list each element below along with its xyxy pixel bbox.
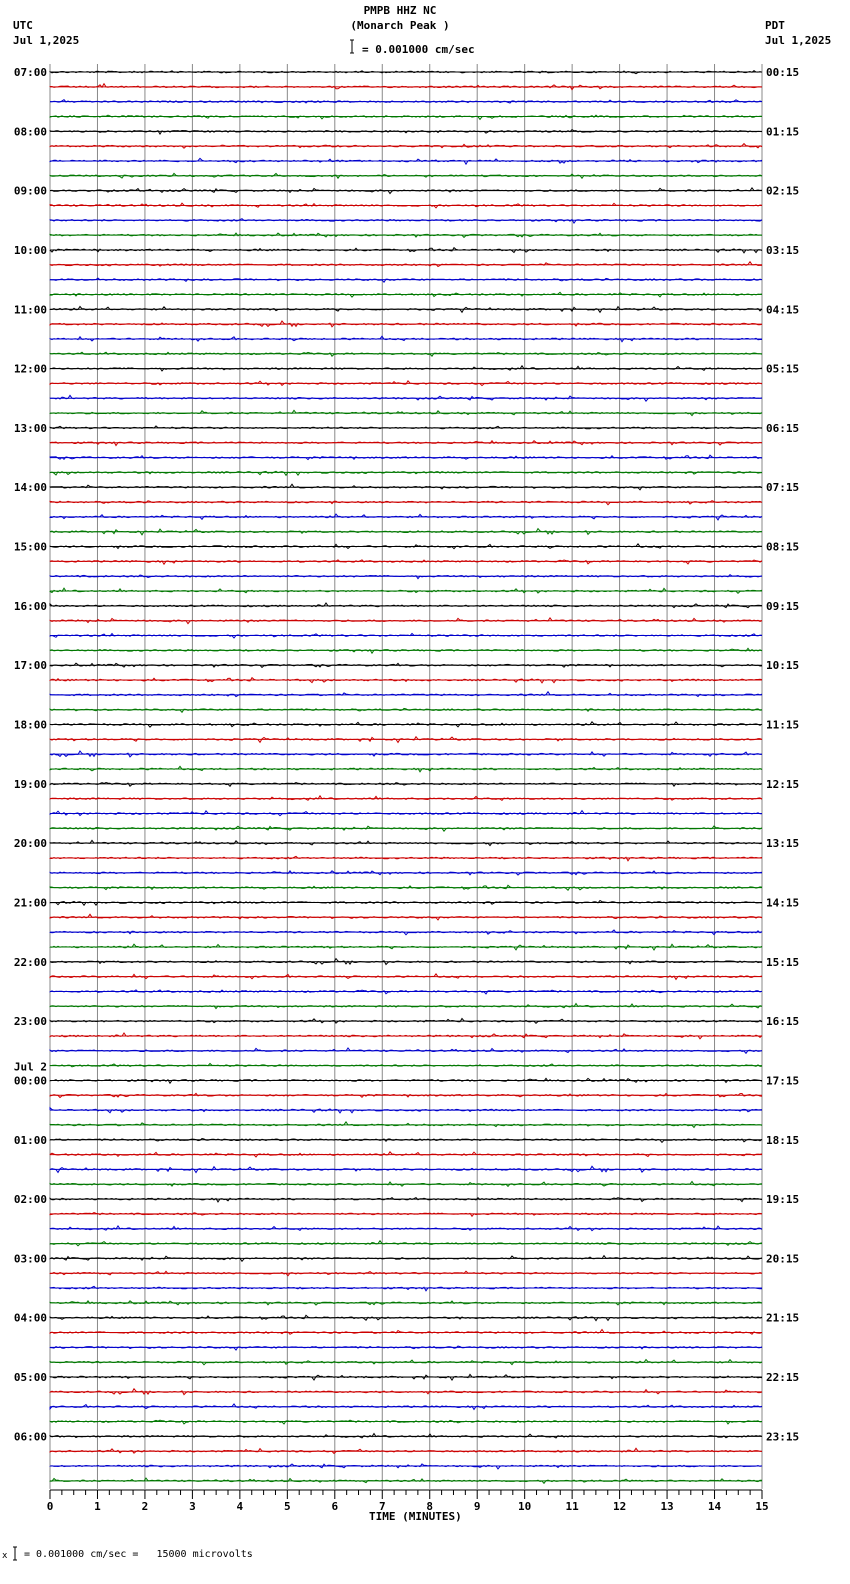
seismic-trace [50, 796, 762, 801]
date-change-label: Jul 2 [13, 1060, 47, 1074]
seismic-trace [50, 1213, 762, 1217]
pdt-hour-label: 23:15 [766, 1430, 800, 1444]
seismic-trace [50, 278, 762, 282]
x-tick-label: 15 [755, 1500, 769, 1513]
x-tick-label: 3 [189, 1500, 196, 1513]
pdt-hour-label: 02:15 [766, 184, 800, 198]
left-date: Jul 1,2025 [13, 34, 80, 47]
seismic-trace [50, 1019, 762, 1024]
utc-hour-label: 15:00 [13, 540, 47, 554]
seismic-trace [50, 885, 762, 890]
utc-hour-label: 16:00 [13, 599, 47, 613]
utc-hour-label: 19:00 [13, 777, 47, 791]
seismic-trace [50, 1420, 762, 1424]
seismic-trace [50, 471, 762, 475]
seismic-trace [50, 840, 762, 845]
seismic-trace [50, 1256, 762, 1262]
seismic-trace [50, 811, 762, 816]
seismic-trace [50, 588, 762, 593]
scale-bar-label: = 0.001000 cm/sec [362, 43, 475, 56]
utc-hour-label: 21:00 [13, 896, 47, 910]
pdt-hour-label: 19:15 [766, 1193, 800, 1207]
utc-hour-label: 17:00 [13, 659, 47, 673]
x-axis-title: TIME (MINUTES) [369, 1510, 462, 1523]
utc-hour-label: 23:00 [13, 1015, 47, 1029]
seismic-trace [50, 1033, 762, 1039]
seismic-trace [50, 1241, 762, 1246]
seismic-trace [50, 1448, 762, 1453]
seismic-trace [50, 1346, 762, 1350]
pdt-hour-label: 15:15 [766, 955, 800, 969]
x-tick-label: 13 [660, 1500, 674, 1513]
x-tick-label: 11 [565, 1500, 579, 1513]
utc-hour-label: 01:00 [13, 1133, 47, 1147]
pdt-hour-label: 13:15 [766, 837, 800, 851]
pdt-hour-label: 14:15 [766, 896, 800, 910]
x-tick-label: 0 [46, 1500, 54, 1513]
seismic-traces [50, 71, 762, 1484]
seismic-trace [50, 1330, 762, 1335]
x-tick-label: 5 [284, 1500, 291, 1513]
seismic-trace [50, 974, 762, 980]
seismic-trace [50, 115, 762, 119]
seismic-trace [50, 203, 762, 208]
seismic-trace [50, 1286, 762, 1290]
utc-hour-label: 22:00 [13, 955, 47, 969]
utc-hour-label: 03:00 [13, 1252, 47, 1266]
seismic-trace [50, 1198, 762, 1202]
x-tick-label: 8 [426, 1500, 434, 1513]
seismic-trace [50, 188, 762, 194]
seismic-trace [50, 1139, 762, 1143]
seismic-trace [50, 336, 762, 342]
x-tick-label: 6 [331, 1500, 339, 1513]
pdt-hour-label: 09:15 [766, 599, 800, 613]
footer-scale-label: = 0.001000 cm/sec = 15000 microvolts [24, 1549, 253, 1560]
pdt-hour-label: 18:15 [766, 1133, 800, 1147]
pdt-hour-label: 21:15 [766, 1311, 800, 1325]
utc-hour-label: 08:00 [13, 125, 47, 139]
x-tick-label: 12 [612, 1500, 627, 1513]
utc-hour-label: 07:00 [13, 66, 47, 79]
pdt-hour-label: 07:15 [766, 481, 800, 495]
pdt-hour-label: 01:15 [766, 125, 800, 139]
seismic-trace [50, 219, 762, 223]
x-tick-label: 14 [707, 1500, 722, 1513]
station-title: PMPB HHZ NC [363, 4, 437, 17]
seismic-trace [50, 1004, 762, 1009]
x-tick-label: 10 [518, 1500, 532, 1513]
utc-hour-label: 13:00 [13, 421, 47, 435]
seismic-trace [50, 71, 762, 74]
utc-hour-label: 05:00 [13, 1371, 47, 1385]
pdt-hour-label: 20:15 [766, 1252, 800, 1266]
utc-hour-label: 06:00 [13, 1430, 47, 1444]
seismic-trace [50, 262, 762, 267]
seismic-trace [50, 1108, 762, 1113]
pdt-hour-label: 05:15 [766, 362, 800, 376]
seismic-trace [50, 603, 762, 608]
utc-hour-label: 10:00 [13, 243, 47, 257]
pdt-hour-label: 00:15 [766, 66, 800, 79]
utc-hour-label: 12:00 [13, 362, 47, 376]
seismic-trace [50, 1122, 762, 1128]
site-title: (Monarch Peak ) [350, 19, 450, 32]
right-date: Jul 1,2025 [765, 34, 832, 47]
x-tick-label: 1 [94, 1500, 101, 1513]
seismic-trace [50, 395, 762, 401]
minute-grid [50, 64, 762, 1489]
pdt-hour-label: 10:15 [766, 659, 800, 673]
seismic-trace [50, 708, 762, 712]
utc-hour-label: 04:00 [13, 1311, 47, 1325]
seismic-trace [50, 248, 762, 253]
seismic-trace [50, 501, 762, 505]
left-timezone: UTC [13, 19, 33, 32]
pdt-hour-label: 17:15 [766, 1074, 800, 1088]
seismic-trace [50, 84, 762, 90]
pdt-hour-label: 04:15 [766, 303, 800, 317]
utc-hour-label: 00:00 [13, 1074, 47, 1088]
utc-hour-label: 11:00 [13, 303, 47, 317]
seismic-trace [50, 856, 762, 861]
x-tick-label: 4 [236, 1500, 244, 1513]
footer-marker: x [2, 1551, 8, 1561]
pdt-hour-label: 22:15 [766, 1371, 800, 1385]
seismic-trace [50, 692, 762, 697]
utc-hour-label: 02:00 [13, 1193, 47, 1207]
seismic-trace [50, 944, 762, 950]
seismic-trace [50, 1434, 762, 1439]
utc-hour-label: 18:00 [13, 718, 47, 732]
seismic-trace [50, 560, 762, 564]
pdt-hour-label: 16:15 [766, 1015, 800, 1029]
x-tick-label: 7 [378, 1500, 386, 1513]
utc-hour-label: 09:00 [13, 184, 47, 198]
right-timezone: PDT [765, 19, 785, 32]
utc-hour-label: 14:00 [13, 481, 47, 495]
seismic-trace [50, 1301, 762, 1305]
pdt-hour-label: 11:15 [766, 718, 800, 732]
utc-hour-label: 20:00 [13, 837, 47, 851]
seismic-trace [50, 1182, 762, 1187]
x-tick-label: 9 [473, 1500, 481, 1513]
seismic-trace [50, 1374, 762, 1380]
seismic-trace [50, 783, 762, 787]
pdt-hour-label: 06:15 [766, 421, 800, 435]
x-tick-label: 2 [141, 1500, 149, 1513]
pdt-hour-label: 12:15 [766, 777, 800, 791]
pdt-hour-label: 03:15 [766, 243, 800, 257]
pdt-hour-label: 08:15 [766, 540, 800, 554]
